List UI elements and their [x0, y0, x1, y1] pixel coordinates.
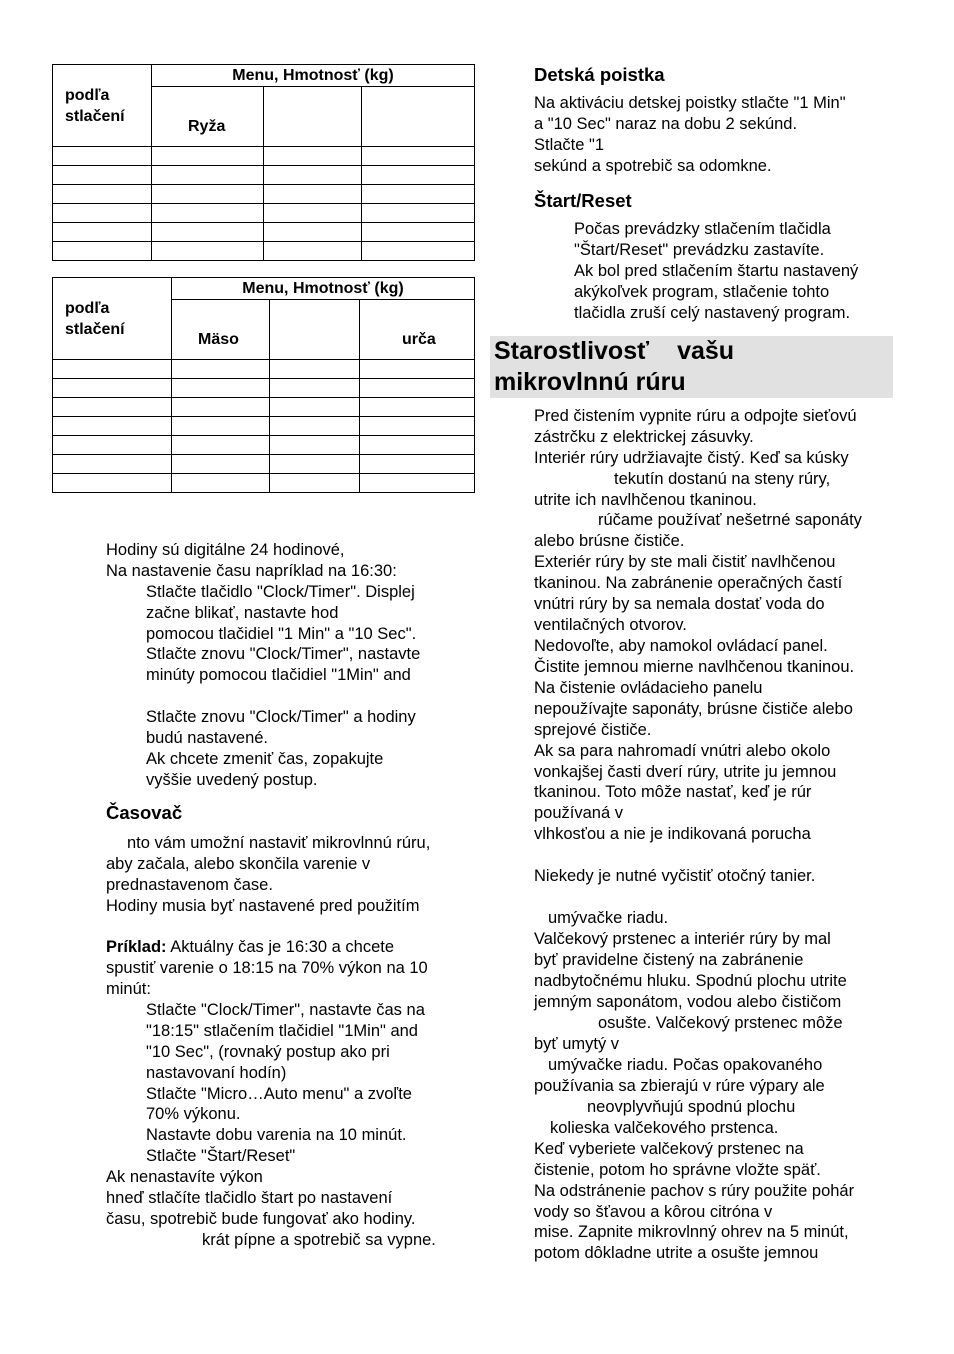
text-line: alebo brúsne čističe. — [534, 532, 685, 550]
text-line: Na čistenie ovládacieho panelu — [534, 679, 763, 697]
text-line: minúty pomocou tlačidiel "1Min" and — [146, 666, 411, 684]
text-line: kolieska valčekového prstenca. — [550, 1119, 779, 1137]
text-line: Keď vyberiete valčekový prstenec na — [534, 1140, 804, 1158]
text-line: byť umytý v — [534, 1035, 620, 1053]
text-line: Počas prevádzky stlačením tlačidla — [574, 220, 831, 238]
text-line: nadbytočnému hluku. Spodnú plochu utrite — [534, 972, 847, 990]
text-line: 70% výkonu. — [146, 1105, 241, 1123]
table-row — [53, 185, 475, 204]
text-line: Hodiny musia byť nastavené pred použitím — [106, 897, 420, 915]
text-line: začne blikať, nastavte hod — [146, 604, 339, 622]
table-row — [53, 474, 475, 493]
table-row — [53, 204, 475, 223]
text-line: Na nastavenie času napríklad na 16:30: — [106, 562, 397, 580]
text-line: používania sa zbierajú v rúre výpary ale — [534, 1077, 825, 1095]
text-line: Pred čistením vypnite rúru a odpojte sieťovú — [534, 407, 857, 425]
text-line: umývačke riadu. Počas opakovaného — [548, 1056, 823, 1074]
text-line: "10 Sec", (rovnaký postup ako pri — [146, 1043, 390, 1061]
text-line: tkaninou. Toto môže nastať, keď je rúr — [534, 783, 812, 801]
text-line: používaná v — [534, 804, 623, 822]
table-category-right: urča — [360, 300, 475, 360]
text-line: jemným saponátom, vodou alebo čističom — [534, 993, 842, 1011]
table-row — [53, 455, 475, 474]
text-line: čistenie, potom ho správne vložte späť. — [534, 1161, 821, 1179]
text-line: vody so šťavou a kôrou citróna v — [534, 1203, 773, 1221]
text-line: vyššie uvedený postup. — [146, 771, 318, 789]
care-title-line-1: Starostlivosť vašu — [494, 337, 735, 365]
text-line: sekúnd a spotrebič sa odomkne. — [534, 157, 772, 175]
start-reset-heading: Štart/Reset — [534, 190, 632, 211]
table-row — [53, 242, 475, 261]
text-line: prednastavenom čase. — [106, 876, 273, 894]
text-line: Exteriér rúry by ste mali čistiť navlhčenou — [534, 553, 836, 571]
table-header: Menu, Hmotnosť (kg) — [152, 65, 475, 87]
text-line: ventilačných otvorov. — [534, 616, 687, 634]
text-line: Nastavte dobu varenia na 10 minút. — [146, 1126, 407, 1144]
text-line: Ak nenastavíte výkon — [106, 1168, 263, 1186]
text-line: potom dôkladne utrite a osušte jemnou — [534, 1244, 819, 1262]
text-line: hneď stlačíte tlačidlo štart po nastavení — [106, 1189, 393, 1207]
child-lock-heading: Detská poistka — [534, 64, 665, 85]
text-line: Ak bol pred stlačením štartu nastavený — [574, 262, 859, 280]
text-line: a "10 Sec" naraz na dobu 2 sekúnd. — [534, 115, 798, 133]
text-line: tkaninou. Na zabránenie operačných častí — [534, 574, 843, 592]
text-line: času, spotrebič bude fungovať ako hodiny. — [106, 1210, 416, 1228]
text-line: nastavovaní hodín) — [146, 1064, 287, 1082]
text-line: Stlačte znovu "Clock/Timer", nastavte — [146, 645, 421, 663]
text-line: Stlačte "Micro…Auto menu" a zvoľte — [146, 1085, 412, 1103]
text-line: byť pravidelne čistený na zabránenie — [534, 951, 804, 969]
table-row — [53, 147, 475, 166]
text-line: Niekedy je nutné vyčistiť otočný tanier. — [534, 867, 816, 885]
table-header: Menu, Hmotnosť (kg) — [172, 278, 475, 300]
timer-heading: Časovač — [106, 802, 183, 823]
text-line: budú nastavené. — [146, 729, 269, 747]
text-line: "18:15" stlačením tlačidiel "1Min" and — [146, 1022, 418, 1040]
weight-table-meat — [52, 277, 475, 493]
text-line: "Štart/Reset" prevádzku zastavíte. — [574, 241, 825, 259]
text-line: zástrčku z elektrickej zásuvky. — [534, 428, 754, 446]
example-line: Príklad: Aktuálny čas je 16:30 a chcete — [106, 938, 395, 956]
table-row — [53, 166, 475, 185]
text-line: sprejové čističe. — [534, 721, 652, 739]
text-line: osušte. Valčekový prstenec môže — [598, 1014, 843, 1032]
text-line: Nedovoľte, aby namokol ovládací panel. — [534, 637, 828, 655]
text-line: pomocou tlačidiel "1 Min" a "10 Sec". — [146, 625, 417, 643]
table-category: Ryža — [152, 87, 264, 147]
table-row — [53, 436, 475, 455]
table-side-label: podľa stlačení — [53, 65, 152, 147]
text-line: nto vám umožní nastaviť mikrovlnnú rúru, — [127, 834, 431, 852]
text-line: krát pípne a spotrebič sa vypne. — [202, 1231, 436, 1249]
text-line: spustiť varenie o 18:15 na 70% výkon na 10 — [106, 959, 428, 977]
text-line: Ak sa para nahromadí vnútri alebo okolo — [534, 742, 831, 760]
text-line: neovplyvňujú spodnú plochu — [587, 1098, 796, 1116]
text-line: Stlačte tlačidlo "Clock/Timer". Displej — [146, 583, 415, 601]
table-category: Mäso — [172, 300, 270, 360]
text-line: rúčame používať nešetrné saponáty — [598, 511, 862, 529]
text-line: utrite ich navlhčenou tkaninou. — [534, 491, 757, 509]
table-side-label: podľa stlačení — [53, 278, 172, 360]
text-line: aby začala, alebo skončila varenie v — [106, 855, 371, 873]
text-line: Valčekový prstenec a interiér rúry by mal — [534, 930, 831, 948]
text-line: Na odstránenie pachov s rúry použite pohár — [534, 1182, 855, 1200]
text-line: vlhkosťou a nie je indikovaná porucha — [534, 825, 811, 843]
table-row — [53, 417, 475, 436]
text-line: Stlačte znovu "Clock/Timer" a hodiny — [146, 708, 416, 726]
text-line: Čistite jemnou mierne navlhčenou tkaninou. — [534, 658, 855, 676]
text-line: tekutín dostanú na steny rúry, — [614, 470, 831, 488]
text-line: Stlačte "1 — [534, 136, 605, 154]
text-line: vonkajšej časti dverí rúry, utrite ju jemnou — [534, 763, 837, 781]
example-label: Príklad: — [106, 938, 167, 956]
text-line: Interiér rúry udržiavajte čistý. Keď sa kúsky — [534, 449, 849, 467]
text-line: akýkoľvek program, stlačenie tohto — [574, 283, 830, 301]
table-row — [53, 360, 475, 379]
care-title-line-2: mikrovlnnú rúru — [494, 368, 686, 396]
text-line: nepoužívajte saponáty, brúsne čističe alebo — [534, 700, 853, 718]
text-line: Stlačte "Štart/Reset" — [146, 1147, 296, 1165]
table-row — [53, 223, 475, 242]
text-line: Hodiny sú digitálne 24 hodinové, — [106, 541, 345, 559]
table-row — [53, 398, 475, 417]
text-line: Na aktiváciu detskej poistky stlačte "1 Min" — [534, 94, 846, 112]
text-line: Stlačte "Clock/Timer", nastavte čas na — [146, 1001, 425, 1019]
text-line: minút: — [106, 980, 151, 998]
text-line: umývačke riadu. — [548, 909, 669, 927]
table-row — [53, 379, 475, 398]
text-line: Ak chcete zmeniť čas, zopakujte — [146, 750, 384, 768]
text-line: vnútri rúry by sa nemala dostať voda do — [534, 595, 825, 613]
text-line: tlačidla zruší celý nastavený program. — [574, 304, 851, 322]
text-line: mise. Zapnite mikrovlnný ohrev na 5 minút, — [534, 1223, 849, 1241]
weight-table-rice — [52, 64, 475, 261]
